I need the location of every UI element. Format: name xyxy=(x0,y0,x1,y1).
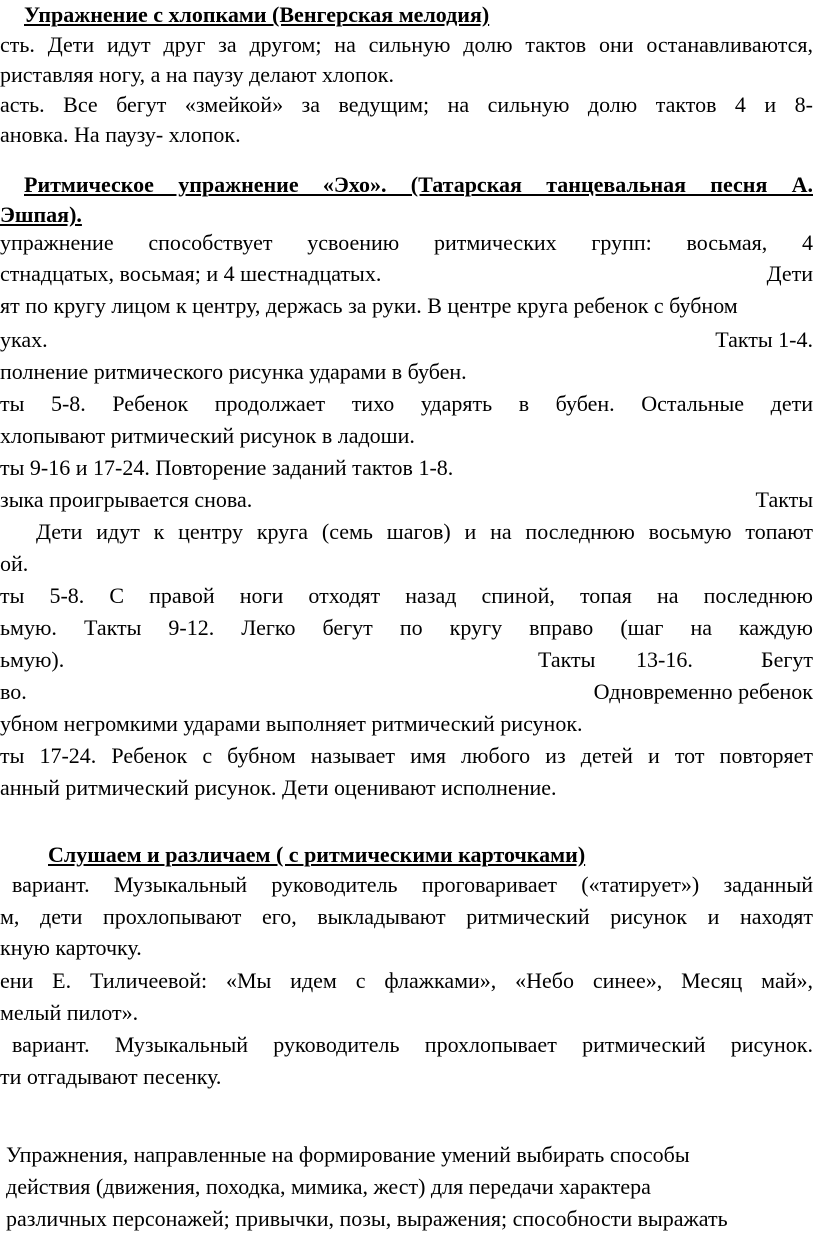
paragraph-line: ьмую. Такты 9-12. Легко бегут по кругу вправо (шаг на каждую xyxy=(0,615,813,640)
paragraph-line-right: Такты xyxy=(755,487,813,512)
paragraph-line: зыка проигрывается снова. xyxy=(0,487,253,512)
paragraph-line-right: Одновременно ребенок xyxy=(593,679,813,704)
section-title-clapping-exercise: Упражнение с хлопками (Венгерская мелодия) xyxy=(24,2,490,27)
paragraph-line: различных персонажей; привычки, позы, выражения; способности выражать xyxy=(6,1206,728,1231)
paragraph-line: м, дети прохлопывают его, выкладывают ритмический рисунок и находят xyxy=(0,904,813,929)
paragraph-line: во. xyxy=(0,679,27,704)
paragraph-line: Упражнения, направленные на формирование умений выбирать способы xyxy=(6,1142,690,1167)
paragraph-line: ты 9-16 и 17-24. Повторение заданий тактов 1-8. xyxy=(0,455,454,480)
paragraph-line: ановка. На паузу- хлопок. xyxy=(0,122,241,147)
paragraph-line: стнадцатых, восьмая; и 4 шестнадцатых. xyxy=(0,261,382,286)
paragraph-line: риставляя ногу, а на паузу делают хлопок. xyxy=(0,62,394,87)
paragraph-line: убном негромкими ударами выполняет ритмический рисунок. xyxy=(0,711,583,736)
paragraph-line-word: Такты xyxy=(538,647,596,672)
paragraph-line: ты 5-8. С правой ноги отходят назад спиной, топая на последнюю xyxy=(0,583,813,608)
paragraph-line: мелый пилот». xyxy=(0,1000,139,1025)
paragraph-line-word: 13-16. xyxy=(636,647,693,672)
paragraph-line: ят по кругу лицом к центру, держась за руки. В центре круга ребенок с бубном xyxy=(0,293,738,318)
paragraph-line: полнение ритмического рисунка ударами в бубен. xyxy=(0,359,467,384)
paragraph-line: ты 5-8. Ребенок продолжает тихо ударять в бубен. Остальные дети xyxy=(0,391,813,416)
paragraph-line: ти отгадывают песенку. xyxy=(0,1064,222,1089)
paragraph-line: упражнение способствует усвоению ритмических групп: восьмая, 4 xyxy=(0,230,813,255)
paragraph-line: ты 17-24. Ребенок с бубном называет имя любого из детей и тот повторяет xyxy=(0,743,813,768)
paragraph-line: сть. Дети идут друг за другом; на сильную долю тактов они останавливаются, xyxy=(0,32,813,57)
section-title-echo-exercise: Ритмическое упражнение «Эхо». (Татарская танцевальная песня А. xyxy=(24,172,813,197)
paragraph-line: ени Е. Тиличеевой: «Мы идем с флажками», «Небо синее», Месяц май», xyxy=(0,968,813,993)
paragraph-line: уках. xyxy=(0,327,48,352)
paragraph-line: анный ритмический рисунок. Дети оценивают исполнение. xyxy=(0,775,557,800)
paragraph-line: ьмую). xyxy=(0,647,65,672)
paragraph-line: кную карточку. xyxy=(0,935,142,960)
paragraph-line: вариант. Музыкальный руководитель проговаривает («татирует») заданный xyxy=(12,872,813,897)
paragraph-line-right: Дети xyxy=(766,261,813,286)
paragraph-line: Дети идут к центру круга (семь шагов) и на последнюю восьмую топают xyxy=(36,519,813,544)
paragraph-line: действия (движения, походка, мимика, жест) для передачи характера xyxy=(6,1174,651,1199)
paragraph-line: вариант. Музыкальный руководитель прохлопывает ритмический рисунок. xyxy=(12,1032,813,1057)
section-title-echo-exercise-cont: Эшпая). xyxy=(0,202,82,227)
section-title-listen-distinguish: Слушаем и различаем ( с ритмическими карточками) xyxy=(48,842,586,867)
paragraph-line: хлопывают ритмический рисунок в ладоши. xyxy=(0,423,415,448)
paragraph-line: ой. xyxy=(0,551,29,576)
paragraph-line: асть. Все бегут «змейкой» за ведущим; на сильную долю тактов 4 и 8- xyxy=(0,92,813,117)
paragraph-line-right: Такты 1-4. xyxy=(715,327,813,352)
paragraph-line-right: Бегут xyxy=(760,647,813,672)
